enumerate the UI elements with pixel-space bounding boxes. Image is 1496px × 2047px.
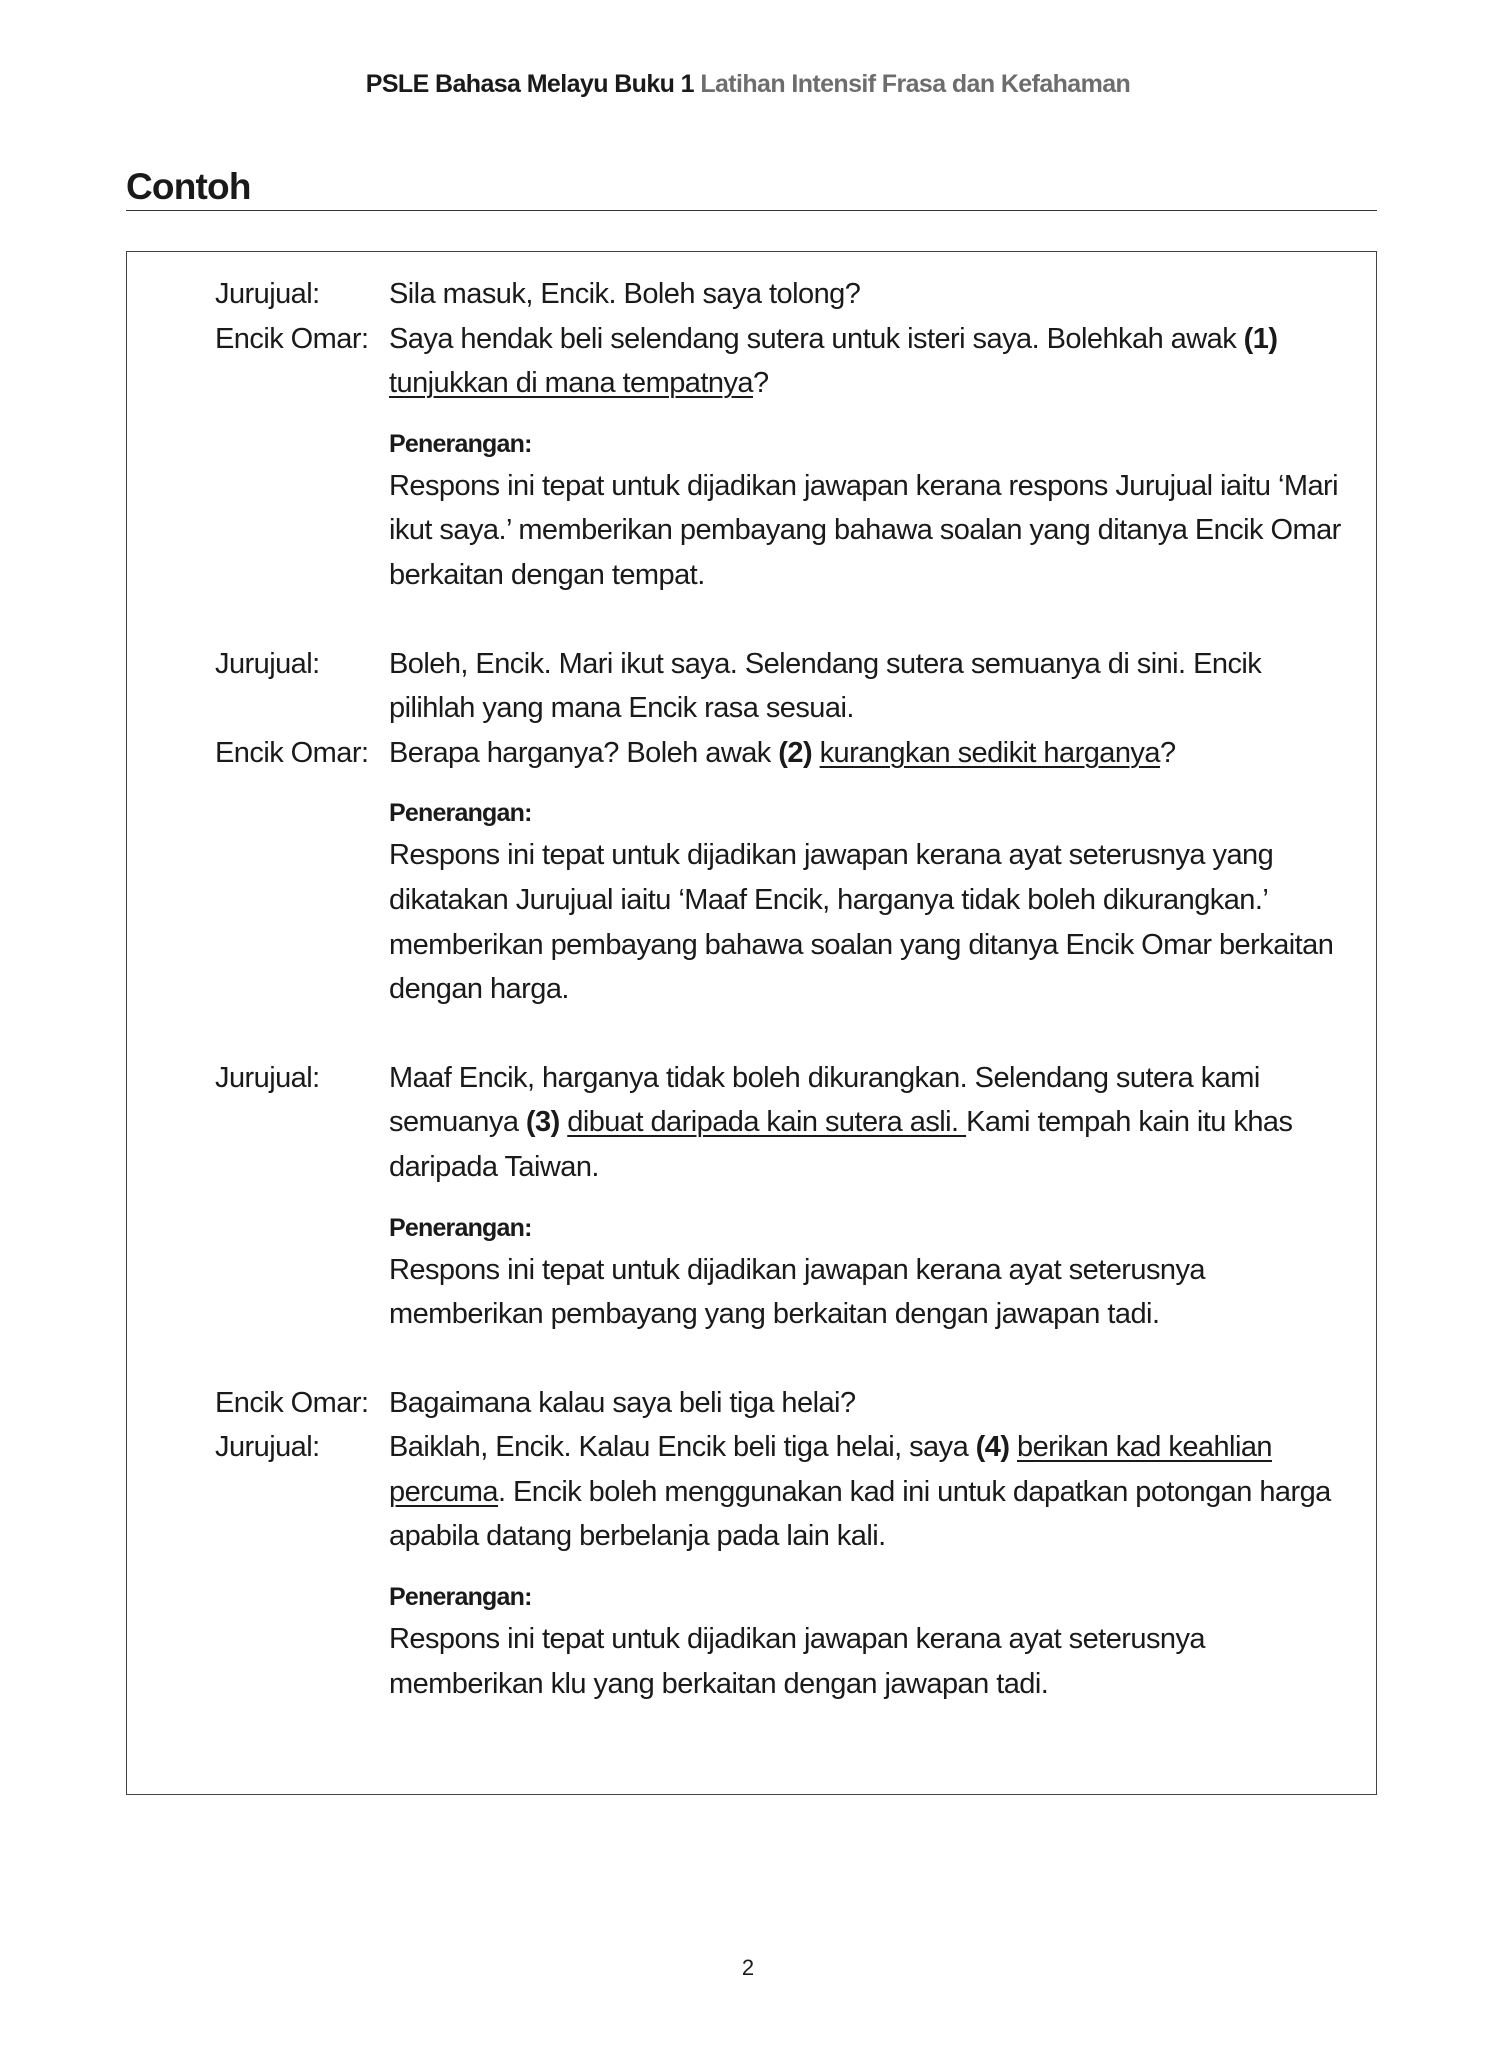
dialogue-line bbox=[215, 317, 1355, 406]
answer-phrase: tunjukkan di mana tempatnya bbox=[389, 367, 753, 400]
explanation-heading: Penerangan: bbox=[389, 799, 532, 828]
explanation-text: Respons ini tepat untuk dijadikan jawapan kerana respons Jurujual iaitu ‘Mari ikut saya.’ memberikan pembayang bahawa soalan yang ditanya Encik Omar berkaitan dengan tempat. bbox=[389, 469, 1341, 591]
dialogue-text bbox=[389, 272, 1349, 317]
text-segment: Berapa harganya? Boleh awak bbox=[389, 736, 779, 769]
page-number: 2 bbox=[741, 1955, 755, 1980]
dialogue-text bbox=[389, 317, 1349, 406]
dialogue-text bbox=[389, 1425, 1349, 1559]
running-header bbox=[0, 70, 1496, 99]
dialogue-block bbox=[215, 1381, 1355, 1707]
question-number: (1) bbox=[1243, 322, 1278, 355]
dialogue-line bbox=[215, 1056, 1355, 1190]
section-title: Contoh bbox=[126, 166, 251, 207]
dialogue-block bbox=[215, 642, 1355, 1012]
speaker-label: Encik Omar: bbox=[215, 1386, 369, 1419]
dialogue-text bbox=[389, 731, 1349, 776]
question-number: (3) bbox=[525, 1106, 560, 1139]
text-segment: ? bbox=[753, 367, 769, 400]
text-segment: ? bbox=[1159, 736, 1176, 769]
explanation-text: Respons ini tepat untuk dijadikan jawapan kerana ayat seterusnya memberikan pembayang yang berkaitan dengan jawapan tadi. bbox=[389, 1253, 1206, 1331]
dialogue-content bbox=[215, 272, 1355, 1750]
text-segment bbox=[812, 737, 820, 769]
explanation-heading: Penerangan: bbox=[389, 429, 532, 458]
speaker-label: Encik Omar: bbox=[215, 736, 369, 769]
dialogue-text bbox=[389, 1381, 1349, 1426]
explanation bbox=[389, 424, 1349, 598]
text-segment: . Encik boleh menggunakan kad ini untuk dapatkan potongan harga apabila datang berbelanja pada lain kali. bbox=[389, 1475, 1331, 1553]
speaker-label: Encik Omar: bbox=[215, 322, 369, 355]
text-segment: Kami tempah kain itu khas daripada Taiwan. bbox=[389, 1106, 1293, 1183]
speaker-label: Jurujual: bbox=[215, 1431, 320, 1464]
text-segment: Boleh, Encik. Mari ikut saya. Selendang sutera semuanya di sini. Encik pilihlah yang mana Encik rasa sesuai. bbox=[389, 647, 1262, 725]
explanation bbox=[389, 1208, 1349, 1337]
dialogue-block bbox=[215, 1056, 1355, 1337]
question-number: (2) bbox=[778, 736, 813, 769]
text-segment: Bagaimana kalau saya beli tiga helai? bbox=[389, 1386, 856, 1419]
question-number: (4) bbox=[975, 1431, 1010, 1464]
explanation-heading: Penerangan: bbox=[389, 1583, 532, 1612]
dialogue-line bbox=[215, 642, 1355, 731]
speaker-label: Jurujual: bbox=[215, 647, 320, 680]
explanation bbox=[389, 793, 1349, 1011]
explanation-heading: Penerangan: bbox=[389, 1213, 532, 1242]
dialogue-line bbox=[215, 1425, 1355, 1559]
example-box bbox=[126, 251, 1377, 1795]
speaker-label: Jurujual: bbox=[215, 1061, 320, 1094]
text-segment bbox=[1009, 1431, 1017, 1463]
explanation bbox=[389, 1577, 1349, 1706]
book-subtitle: Latihan Intensif Frasa dan Kefahaman bbox=[700, 70, 1131, 98]
explanation-text: Respons ini tepat untuk dijadikan jawapan kerana ayat seterusnya memberikan klu yang berkaitan dengan jawapan tadi. bbox=[389, 1623, 1206, 1700]
answer-phrase: dibuat daripada kain sutera asli. bbox=[567, 1106, 967, 1139]
text-segment: Sila masuk, Encik. Boleh saya tolong? bbox=[389, 278, 861, 310]
dialogue-block bbox=[215, 272, 1355, 598]
text-segment: Baiklah, Encik. Kalau Encik beli tiga helai, saya bbox=[389, 1431, 976, 1464]
text-segment: Maaf Encik, harganya tidak boleh dikurangkan. Selendang sutera kami semuanya bbox=[389, 1061, 1260, 1139]
book-title: PSLE Bahasa Melayu Buku 1 bbox=[365, 70, 694, 98]
speaker-label: Jurujual: bbox=[215, 278, 320, 310]
answer-phrase: kurangkan sedikit harganya bbox=[819, 736, 1160, 769]
dialogue-text bbox=[389, 642, 1349, 731]
dialogue-line bbox=[215, 1381, 1355, 1426]
dialogue-line bbox=[215, 731, 1355, 776]
explanation-text: Respons ini tepat untuk dijadikan jawapan kerana ayat seterusnya yang dikatakan Jurujual iaitu ‘Maaf Encik, harganya tidak boleh dikurangkan.’ memberikan pembayang bahawa soalan yang ditanya Encik Omar berkaitan dengan harga. bbox=[389, 839, 1334, 1006]
answer-phrase: berikan kad keahlian percuma bbox=[389, 1431, 1272, 1508]
dialogue-text bbox=[389, 1056, 1349, 1190]
title-rule bbox=[126, 210, 1377, 211]
dialogue-line bbox=[215, 272, 1355, 317]
text-segment: Saya hendak beli selendang sutera untuk isteri saya. Bolehkah awak bbox=[389, 322, 1244, 355]
